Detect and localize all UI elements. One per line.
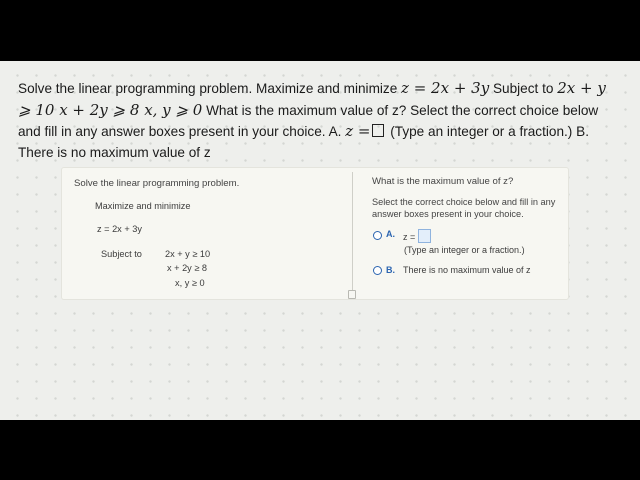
- option-b-text: B. There is no maximum value of z: [18, 124, 589, 160]
- left-panel-title: Solve the linear programming problem.: [74, 178, 240, 189]
- panel-divider: [352, 172, 353, 295]
- page: [0, 61, 640, 420]
- option-b-radio-button[interactable]: [373, 266, 382, 275]
- option-b-label: There is no maximum value of z: [403, 265, 531, 275]
- embedded-screenshot: [62, 168, 568, 299]
- question-text: [18, 78, 618, 163]
- constraint-1: 2x + y ≥ 10: [165, 249, 211, 259]
- answer-box-icon: [372, 124, 384, 137]
- left-instruction: Maximize and minimize: [95, 201, 191, 211]
- option-a-hint: (Type an integer or a fraction.): [390, 124, 573, 139]
- left-objective: z = 2x + 3y: [97, 224, 142, 234]
- option-a-math: z =: [345, 122, 371, 140]
- resize-handle-icon[interactable]: [348, 290, 356, 299]
- right-panel-title: What is the maximum value of z?: [372, 176, 514, 187]
- option-b-letter[interactable]: B.: [386, 265, 395, 275]
- option-a-radio-button[interactable]: [373, 231, 382, 240]
- left-subject-to: Subject to: [101, 249, 142, 259]
- objective-math: z = 2x + 3y: [401, 79, 490, 97]
- question-ask: What is the maximum value of z? Select the correct choice below and fill in any answer boxes present in your choice. A.: [18, 102, 599, 139]
- question-intro: Solve the linear programming problem. Maximize and minimize: [18, 81, 398, 96]
- option-a-letter[interactable]: A.: [386, 229, 395, 239]
- constraint-2: x + 2y ≥ 8: [167, 263, 208, 273]
- right-instruction: Select the correct choice below and fill in any answer boxes present in your choice.: [372, 197, 556, 219]
- answer-input[interactable]: [418, 229, 431, 243]
- constraint-3: x, y ≥ 0: [175, 278, 205, 288]
- subject-to-label: Subject to: [492, 81, 554, 96]
- option-a-hint-text: (Type an integer or a fraction.): [404, 245, 525, 255]
- option-a-label: z =: [403, 232, 416, 242]
- constraints-math: 2x + y ⩾ 10 x + 2y ⩾ 8 x, y ⩾ 0: [18, 79, 606, 119]
